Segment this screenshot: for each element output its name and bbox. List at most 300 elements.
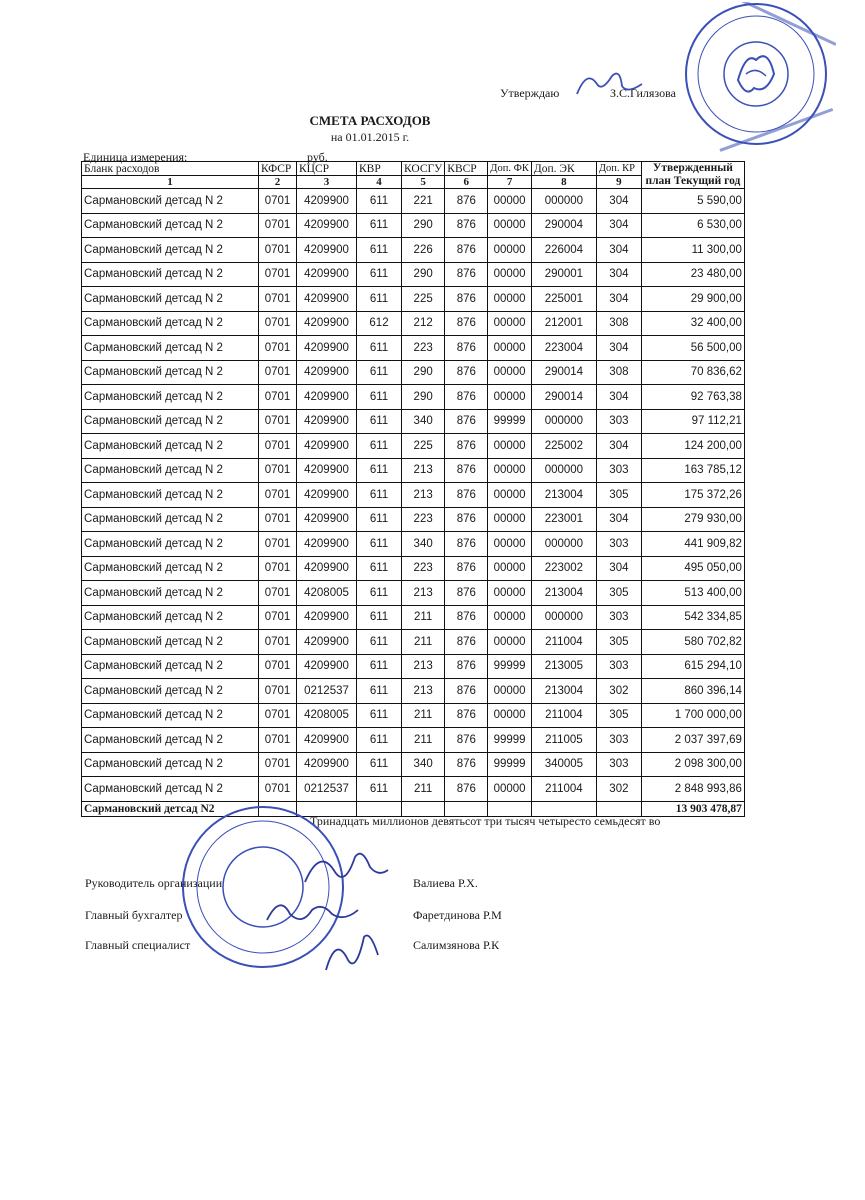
cell-approved: 2 848 993,86 [641, 777, 744, 802]
cell-dop-ek: 211004 [531, 703, 596, 728]
cell-dop-fk: 00000 [488, 605, 532, 630]
cell-dop-fk: 00000 [488, 483, 532, 508]
cell-kvsr: 876 [445, 213, 488, 238]
cell-dop-fk: 00000 [488, 238, 532, 263]
cell-kvsr: 876 [445, 556, 488, 581]
total-value: 13 903 478,87 [641, 801, 744, 816]
cell-kvsr: 876 [445, 311, 488, 336]
cell-dop-ek: 213005 [531, 654, 596, 679]
cell-dop-ek: 223001 [531, 507, 596, 532]
cell-kcsr: 4209900 [297, 532, 357, 557]
cell-dop-ek: 290014 [531, 360, 596, 385]
signature-name: Фаретдинова Р.М [413, 908, 502, 922]
cell-blank: Сармановский детсад N 2 [82, 262, 259, 287]
cell-kcsr: 4209900 [297, 630, 357, 655]
cell-kfsr: 0701 [259, 581, 297, 606]
table-row [82, 728, 745, 753]
table-row [82, 336, 745, 361]
col-header-blank: Бланк расходов [82, 162, 259, 176]
cell-dop-kr: 304 [596, 556, 641, 581]
cell-dop-ek: 225002 [531, 434, 596, 459]
cell-approved: 860 396,14 [641, 679, 744, 704]
cell-dop-kr: 303 [596, 752, 641, 777]
cell-dop-ek: 223002 [531, 556, 596, 581]
cell-kcsr: 4209900 [297, 728, 357, 753]
cell-dop-fk: 00000 [488, 311, 532, 336]
cell-approved: 6 530,00 [641, 213, 744, 238]
cell-kvsr: 876 [445, 189, 488, 214]
cell-kvr: 611 [357, 238, 402, 263]
cell-kvr: 611 [357, 556, 402, 581]
cell-dop-kr: 304 [596, 238, 641, 263]
cell-approved: 11 300,00 [641, 238, 744, 263]
cell-kfsr: 0701 [259, 385, 297, 410]
cell-kvsr: 876 [445, 752, 488, 777]
col-number: 2 [259, 176, 297, 189]
cell-dop-kr: 304 [596, 507, 641, 532]
cell-kfsr: 0701 [259, 752, 297, 777]
cell-dop-ek: 213004 [531, 483, 596, 508]
cell-kosgu: 213 [402, 581, 445, 606]
table-row [82, 703, 745, 728]
specialist-signature-icon [316, 925, 386, 975]
cell-kcsr: 4209900 [297, 483, 357, 508]
cell-kfsr: 0701 [259, 336, 297, 361]
cell-dop-fk: 99999 [488, 654, 532, 679]
cell-dop-kr: 304 [596, 336, 641, 361]
cell-blank: Сармановский детсад N 2 [82, 507, 259, 532]
director-signature-icon [300, 842, 390, 892]
cell-kosgu: 226 [402, 238, 445, 263]
cell-kvr: 611 [357, 728, 402, 753]
cell-dop-kr: 305 [596, 703, 641, 728]
cell-kfsr: 0701 [259, 654, 297, 679]
cell-kcsr: 4209900 [297, 336, 357, 361]
cell-blank: Сармановский детсад N 2 [82, 287, 259, 312]
cell-dop-fk: 00000 [488, 213, 532, 238]
cell-kosgu: 213 [402, 679, 445, 704]
cell-dop-kr: 302 [596, 777, 641, 802]
cell-kfsr: 0701 [259, 605, 297, 630]
cell-dop-kr: 302 [596, 679, 641, 704]
cell-kcsr: 4209900 [297, 213, 357, 238]
col-number: 4 [357, 176, 402, 189]
unit-value: руб. [307, 150, 328, 164]
cell-blank: Сармановский детсад N 2 [82, 360, 259, 385]
cell-approved: 279 930,00 [641, 507, 744, 532]
cell-blank: Сармановский детсад N 2 [82, 336, 259, 361]
cell-dop-ek: 213004 [531, 679, 596, 704]
cell-kosgu: 212 [402, 311, 445, 336]
col-number: 7 [488, 176, 532, 189]
signature-name: Валиева Р.Х. [413, 876, 478, 890]
cell-kvsr: 876 [445, 360, 488, 385]
col-header-kvr: КВР [357, 162, 402, 176]
table-row [82, 434, 745, 459]
cell-kcsr: 0212537 [297, 777, 357, 802]
cell-approved: 175 372,26 [641, 483, 744, 508]
cell-dop-ek: 000000 [531, 189, 596, 214]
cell-kvr: 611 [357, 532, 402, 557]
cell-blank: Сармановский детсад N 2 [82, 213, 259, 238]
cell-dop-kr: 303 [596, 605, 641, 630]
cell-kvr: 611 [357, 654, 402, 679]
cell-blank: Сармановский детсад N 2 [82, 434, 259, 459]
cell-dop-fk: 00000 [488, 385, 532, 410]
cell-approved: 124 200,00 [641, 434, 744, 459]
cell-blank: Сармановский детсад N 2 [82, 703, 259, 728]
cell-kcsr: 4209900 [297, 556, 357, 581]
cell-blank: Сармановский детсад N 2 [82, 777, 259, 802]
cell-dop-kr: 305 [596, 581, 641, 606]
cell-approved: 70 836,62 [641, 360, 744, 385]
cell-kcsr: 4209900 [297, 262, 357, 287]
cell-kfsr: 0701 [259, 679, 297, 704]
cell-dop-ek: 211005 [531, 728, 596, 753]
cell-kcsr: 4209900 [297, 507, 357, 532]
cell-kvsr: 876 [445, 777, 488, 802]
signature-role: Главный бухгалтер [85, 908, 183, 922]
cell-blank: Сармановский детсад N 2 [82, 311, 259, 336]
table-row [82, 458, 745, 483]
cell-kfsr: 0701 [259, 262, 297, 287]
cell-kvsr: 876 [445, 581, 488, 606]
cell-kcsr: 4208005 [297, 581, 357, 606]
cell-kvsr: 876 [445, 507, 488, 532]
cell-kvr: 611 [357, 336, 402, 361]
cell-kosgu: 213 [402, 483, 445, 508]
cell-kfsr: 0701 [259, 777, 297, 802]
cell-dop-kr: 308 [596, 311, 641, 336]
cell-kvsr: 876 [445, 703, 488, 728]
cell-kvsr: 876 [445, 483, 488, 508]
cell-kvr: 611 [357, 287, 402, 312]
cell-dop-fk: 00000 [488, 458, 532, 483]
cell-kosgu: 225 [402, 287, 445, 312]
cell-kvr: 611 [357, 630, 402, 655]
cell-kosgu: 340 [402, 532, 445, 557]
cell-kosgu: 223 [402, 336, 445, 361]
cell-dop-ek: 290001 [531, 262, 596, 287]
cell-dop-kr: 304 [596, 189, 641, 214]
cell-kosgu: 211 [402, 630, 445, 655]
unit-label: Единица измерения: [83, 150, 188, 164]
cell-dop-ek: 000000 [531, 532, 596, 557]
signature-role: Главный специалист [85, 938, 191, 952]
cell-kvr: 612 [357, 311, 402, 336]
col-number: 1 [82, 176, 259, 189]
cell-kvr: 611 [357, 458, 402, 483]
cell-kosgu: 213 [402, 654, 445, 679]
cell-kosgu: 290 [402, 360, 445, 385]
cell-blank: Сармановский детсад N 2 [82, 532, 259, 557]
cell-approved: 580 702,82 [641, 630, 744, 655]
cell-dop-fk: 00000 [488, 679, 532, 704]
cell-kfsr: 0701 [259, 630, 297, 655]
cell-kfsr: 0701 [259, 189, 297, 214]
table-row [82, 605, 745, 630]
cell-kvr: 611 [357, 752, 402, 777]
cell-dop-fk: 00000 [488, 189, 532, 214]
cell-dop-ek: 211004 [531, 630, 596, 655]
col-number: 9 [596, 176, 641, 189]
cell-dop-fk: 00000 [488, 556, 532, 581]
table-row [82, 287, 745, 312]
cell-approved: 56 500,00 [641, 336, 744, 361]
cell-kfsr: 0701 [259, 507, 297, 532]
cell-blank: Сармановский детсад N 2 [82, 189, 259, 214]
expense-table [81, 161, 745, 817]
cell-approved: 29 900,00 [641, 287, 744, 312]
cell-kvr: 611 [357, 409, 402, 434]
cell-dop-ek: 212001 [531, 311, 596, 336]
table-row [82, 532, 745, 557]
cell-kfsr: 0701 [259, 434, 297, 459]
cell-kosgu: 211 [402, 605, 445, 630]
cell-kvsr: 876 [445, 336, 488, 361]
cell-kvsr: 876 [445, 238, 488, 263]
cell-kfsr: 0701 [259, 483, 297, 508]
cell-blank: Сармановский детсад N 2 [82, 385, 259, 410]
cell-kcsr: 4209900 [297, 409, 357, 434]
col-number: 5 [402, 176, 445, 189]
cell-kcsr: 4209900 [297, 311, 357, 336]
cell-blank: Сармановский детсад N 2 [82, 458, 259, 483]
total-label: Сармановский детсад N2 [82, 801, 259, 816]
cell-kosgu: 225 [402, 434, 445, 459]
cell-dop-kr: 303 [596, 654, 641, 679]
cell-dop-kr: 305 [596, 483, 641, 508]
cell-kvr: 611 [357, 434, 402, 459]
cell-kcsr: 4209900 [297, 385, 357, 410]
cell-dop-kr: 304 [596, 434, 641, 459]
signature-role: Руководитель организации [85, 876, 223, 890]
cell-kvr: 611 [357, 360, 402, 385]
cell-approved: 495 050,00 [641, 556, 744, 581]
table-row [82, 777, 745, 802]
table-row [82, 556, 745, 581]
cell-approved: 32 400,00 [641, 311, 744, 336]
cell-kvr: 611 [357, 189, 402, 214]
cell-dop-ek: 225001 [531, 287, 596, 312]
cell-kosgu: 211 [402, 777, 445, 802]
col-number: 8 [531, 176, 596, 189]
cell-kfsr: 0701 [259, 728, 297, 753]
cell-kosgu: 340 [402, 752, 445, 777]
cell-approved: 513 400,00 [641, 581, 744, 606]
cell-kvsr: 876 [445, 434, 488, 459]
table-row [82, 654, 745, 679]
cell-approved: 5 590,00 [641, 189, 744, 214]
cell-blank: Сармановский детсад N 2 [82, 654, 259, 679]
cell-kvsr: 876 [445, 409, 488, 434]
cell-kfsr: 0701 [259, 238, 297, 263]
cell-kvr: 611 [357, 703, 402, 728]
cell-dop-kr: 303 [596, 409, 641, 434]
cell-blank: Сармановский детсад N 2 [82, 630, 259, 655]
cell-kcsr: 4209900 [297, 458, 357, 483]
col-number: 3 [297, 176, 357, 189]
cell-kvr: 611 [357, 385, 402, 410]
col-header-dop-fk: Доп. ФК [488, 162, 532, 176]
cell-kosgu: 211 [402, 703, 445, 728]
cell-dop-ek: 290014 [531, 385, 596, 410]
cell-blank: Сармановский детсад N 2 [82, 556, 259, 581]
table-row [82, 385, 745, 410]
cell-kcsr: 4208005 [297, 703, 357, 728]
cell-blank: Сармановский детсад N 2 [82, 483, 259, 508]
cell-dop-fk: 00000 [488, 507, 532, 532]
col-header-kcsr: КЦСР [297, 162, 357, 176]
cell-kfsr: 0701 [259, 287, 297, 312]
cell-dop-ek: 000000 [531, 458, 596, 483]
cell-kvsr: 876 [445, 605, 488, 630]
cell-kcsr: 4209900 [297, 605, 357, 630]
table-row [82, 409, 745, 434]
cell-kfsr: 0701 [259, 360, 297, 385]
cell-kfsr: 0701 [259, 556, 297, 581]
cell-dop-kr: 303 [596, 458, 641, 483]
cell-kvr: 611 [357, 483, 402, 508]
col-header-dop-ek: Доп. ЭК [531, 162, 596, 176]
cell-approved: 542 334,85 [641, 605, 744, 630]
cell-kfsr: 0701 [259, 409, 297, 434]
table-row [82, 507, 745, 532]
amount-in-words: Тринадцать миллионов девятьсот три тысяч четыресто семьдесят во [310, 814, 661, 828]
cell-kosgu: 290 [402, 262, 445, 287]
table-row [82, 581, 745, 606]
cell-kvr: 611 [357, 581, 402, 606]
cell-kvr: 611 [357, 507, 402, 532]
cell-kvr: 611 [357, 605, 402, 630]
cell-dop-kr: 304 [596, 287, 641, 312]
table-row [82, 262, 745, 287]
cell-dop-fk: 00000 [488, 262, 532, 287]
cell-kvsr: 876 [445, 287, 488, 312]
cell-blank: Сармановский детсад N 2 [82, 679, 259, 704]
cell-dop-fk: 99999 [488, 752, 532, 777]
table-row [82, 752, 745, 777]
cell-kvsr: 876 [445, 458, 488, 483]
cell-kvsr: 876 [445, 262, 488, 287]
signature-name: Салимзянова Р.К [413, 938, 500, 952]
col-header-kvsr: КВСР [445, 162, 488, 176]
cell-kosgu: 290 [402, 385, 445, 410]
cell-kfsr: 0701 [259, 532, 297, 557]
cell-approved: 92 763,38 [641, 385, 744, 410]
cell-kvsr: 876 [445, 532, 488, 557]
cell-dop-ek: 223004 [531, 336, 596, 361]
cell-kvr: 611 [357, 679, 402, 704]
cell-dop-kr: 304 [596, 262, 641, 287]
document-date: на 01.01.2015 г. [330, 130, 410, 144]
table-row [82, 483, 745, 508]
cell-dop-kr: 303 [596, 728, 641, 753]
cell-approved: 615 294,10 [641, 654, 744, 679]
col-header-kosgu: КОСГУ [402, 162, 445, 176]
cell-dop-kr: 303 [596, 532, 641, 557]
cell-dop-fk: 99999 [488, 409, 532, 434]
cell-dop-ek: 000000 [531, 409, 596, 434]
cell-kosgu: 290 [402, 213, 445, 238]
cell-blank: Сармановский детсад N 2 [82, 238, 259, 263]
cell-kcsr: 4209900 [297, 287, 357, 312]
table-row [82, 679, 745, 704]
cell-dop-fk: 00000 [488, 581, 532, 606]
cell-dop-kr: 305 [596, 630, 641, 655]
cell-kvsr: 876 [445, 385, 488, 410]
approval-signer: З.С.Гилязова [610, 86, 676, 100]
approved-line-1: Утвержденный [652, 162, 733, 174]
cell-kvsr: 876 [445, 728, 488, 753]
table-header-row [82, 162, 745, 176]
table-row [82, 630, 745, 655]
cell-blank: Сармановский детсад N 2 [82, 752, 259, 777]
cell-dop-ek: 226004 [531, 238, 596, 263]
cell-kvsr: 876 [445, 630, 488, 655]
cell-dop-fk: 00000 [488, 360, 532, 385]
cell-dop-fk: 00000 [488, 630, 532, 655]
approver-signature-icon [572, 64, 652, 104]
table-body [82, 189, 745, 802]
cell-dop-kr: 304 [596, 385, 641, 410]
cell-kvsr: 876 [445, 679, 488, 704]
col-header-approved [641, 162, 744, 189]
cell-kfsr: 0701 [259, 703, 297, 728]
table-row [82, 311, 745, 336]
table-row [82, 238, 745, 263]
approved-line-2: план Текущий год [645, 175, 741, 187]
cell-approved: 23 480,00 [641, 262, 744, 287]
cell-kvr: 611 [357, 213, 402, 238]
cell-blank: Сармановский детсад N 2 [82, 409, 259, 434]
cell-kfsr: 0701 [259, 213, 297, 238]
cell-dop-fk: 99999 [488, 728, 532, 753]
table-row [82, 213, 745, 238]
cell-kosgu: 223 [402, 507, 445, 532]
cell-kosgu: 223 [402, 556, 445, 581]
cell-kcsr: 4209900 [297, 434, 357, 459]
table-row [82, 360, 745, 385]
cell-dop-ek: 290004 [531, 213, 596, 238]
cell-dop-fk: 00000 [488, 777, 532, 802]
cell-dop-fk: 00000 [488, 336, 532, 361]
cell-approved: 163 785,12 [641, 458, 744, 483]
col-number: 6 [445, 176, 488, 189]
document-title: СМЕТА РАСХОДОВ [309, 113, 431, 128]
cell-kosgu: 340 [402, 409, 445, 434]
cell-blank: Сармановский детсад N 2 [82, 605, 259, 630]
cell-approved: 2 037 397,69 [641, 728, 744, 753]
cell-kvr: 611 [357, 262, 402, 287]
cell-approved: 2 098 300,00 [641, 752, 744, 777]
cell-blank: Сармановский детсад N 2 [82, 581, 259, 606]
cell-dop-ek: 211004 [531, 777, 596, 802]
cell-kcsr: 4209900 [297, 189, 357, 214]
cell-dop-kr: 304 [596, 213, 641, 238]
cell-kcsr: 4209900 [297, 360, 357, 385]
cell-dop-ek: 213004 [531, 581, 596, 606]
cell-kcsr: 0212537 [297, 679, 357, 704]
cell-kosgu: 213 [402, 458, 445, 483]
cell-dop-fk: 00000 [488, 703, 532, 728]
cell-kosgu: 211 [402, 728, 445, 753]
cell-blank: Сармановский детсад N 2 [82, 728, 259, 753]
cell-kcsr: 4209900 [297, 654, 357, 679]
cell-kosgu: 221 [402, 189, 445, 214]
cell-dop-fk: 00000 [488, 532, 532, 557]
cell-dop-ek: 340005 [531, 752, 596, 777]
